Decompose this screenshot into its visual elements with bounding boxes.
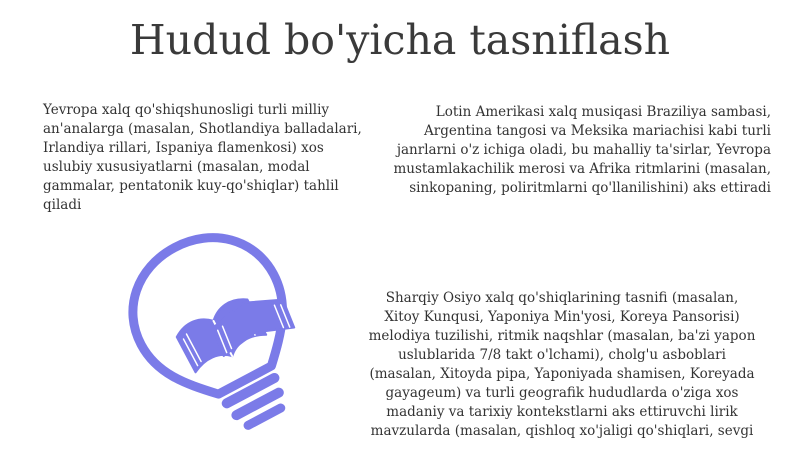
slide-title: Hudud bo'yicha tasniflash [129,16,671,64]
lightbulb-book-illustration [80,225,330,440]
east-asia-text-block: Sharqiy Osiyo xalq qo'shiqlarining tasnifi (masalan, Xitoy Kunqusi, Yaponiya Min'yosi, Koreya Pansorisi) melodiya tuzilishi, ritmik naqshlar (masalan, ba'zi yapon uslublarida 7/8 takt o'lchami), cholg'u asboblari (masalan, Xitoyda pipa, Yaponiyada shamisen, Koreyada gayageum) va turli geografik hududlarda o'ziga xos madaniy va tarixiy kontekstlarni aks ettiruvchi lirik mavzularda (masalan, qishloq xo'jaligi qo'shiqlari, sevgi [368,290,756,439]
latin-america-text-block: Lotin Amerikasi xalq musiqasi Braziliya sambasi, Argentina tangosi va Meksika mariachisi kabi turli janrlarni o'z ichiga oladi, bu mahalliy ta'sirlar, Yevropa mustamlakachilik merosi va Afrika ritmlarini (masalan, sinkopaning, poliritmlarni qo'llanilishini) aks ettiradi [393,104,771,196]
europe-text-block: Yevropa xalq qo'shiqshunosligi turli milliy an'analarga (masalan, Shotlandiya balladalari, Irlandiya rillari, Ispaniya flamenkosi) xos uslubiy xususiyatlarni (masalan, modal gammalar, pentatonik kuy-qo'shiqlar) tahlil qiladi [43,102,362,213]
lightbulb-with-book-icon [80,225,330,440]
